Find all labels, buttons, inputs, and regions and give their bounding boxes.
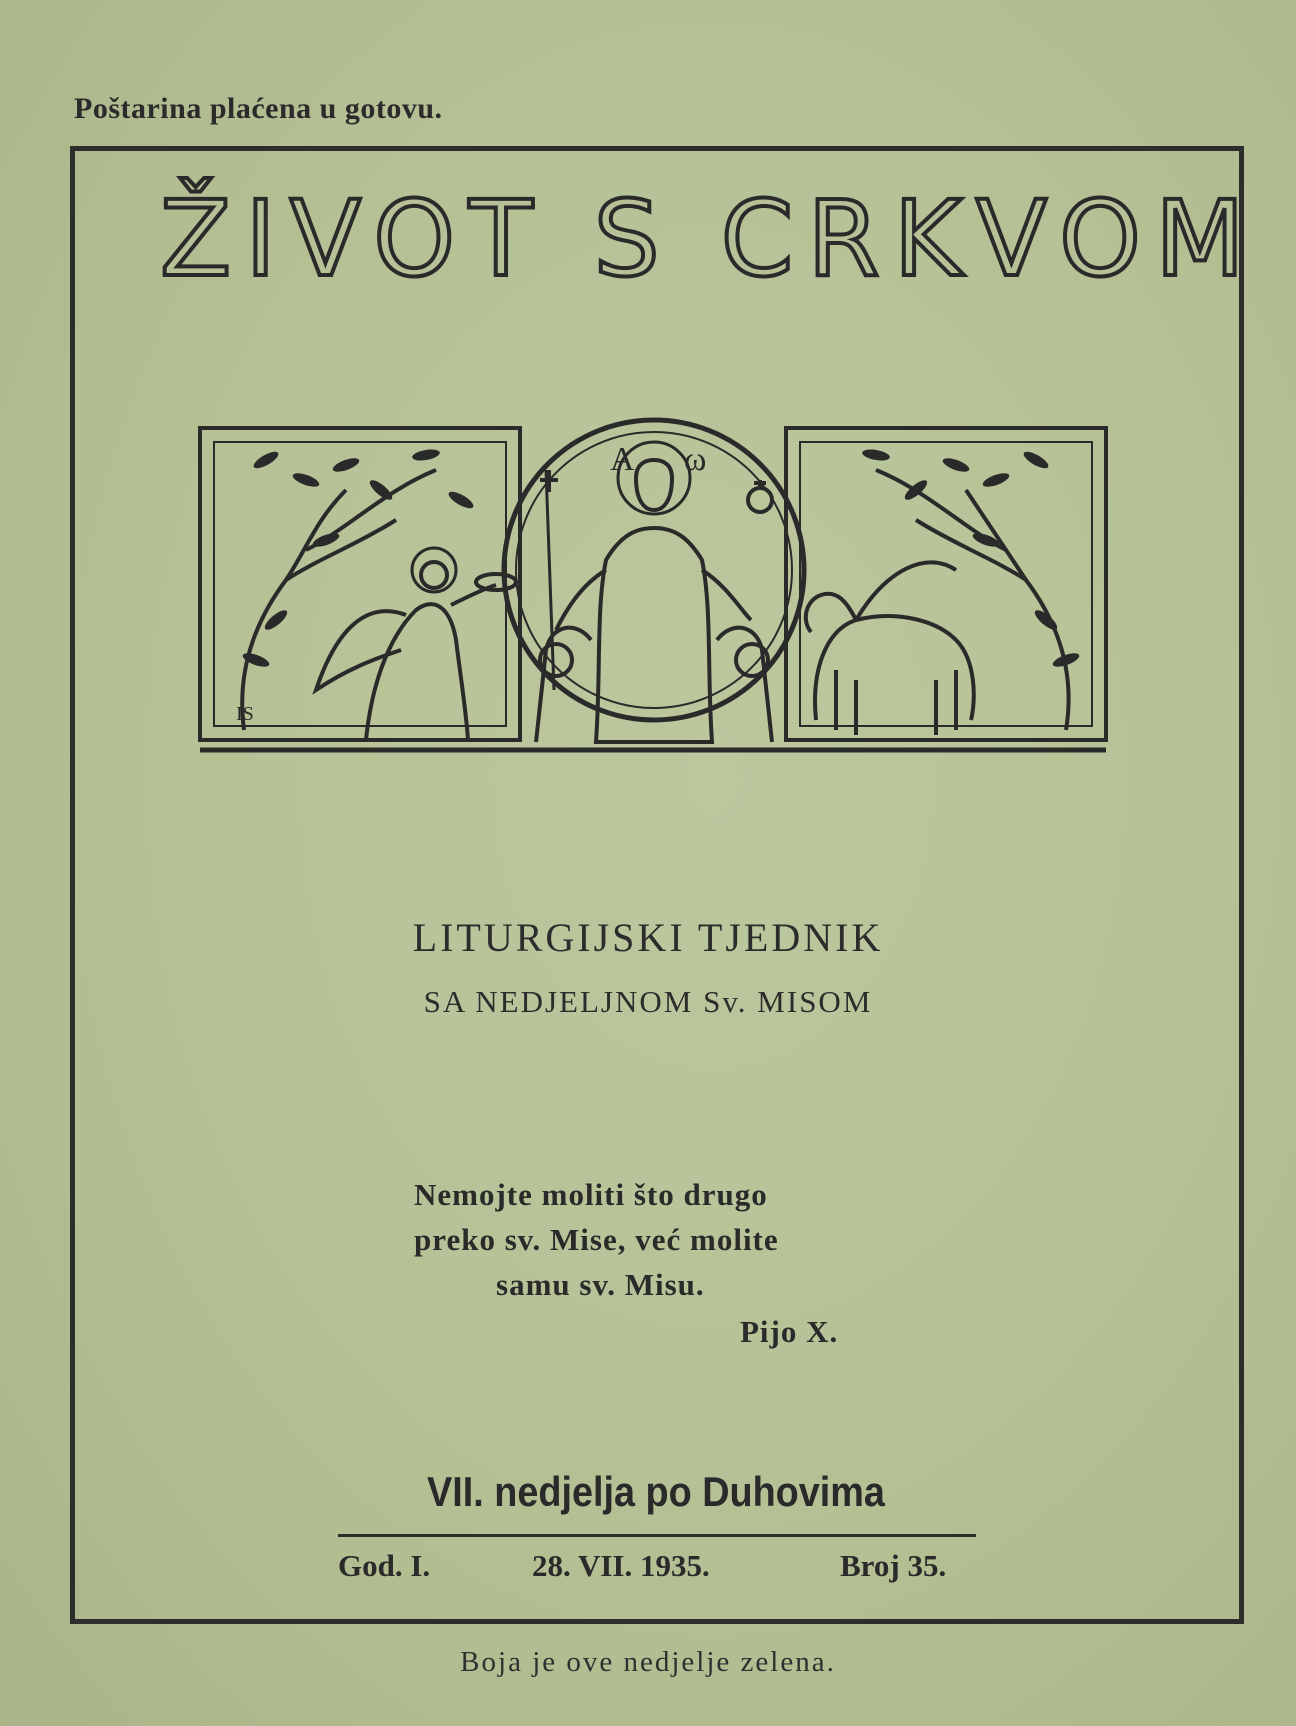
artist-monogram: IS xyxy=(236,703,254,725)
quote-block xyxy=(414,1172,934,1354)
subtitle-weekly: LITURGIJSKI TJEDNIK xyxy=(412,915,884,960)
cover-illustration xyxy=(196,370,1110,800)
postage-note: Poštarina plaćena u gotovu. xyxy=(74,92,443,125)
issue-date: 28. VII. 1935. xyxy=(532,1548,710,1583)
divider-rule xyxy=(338,1534,976,1537)
quote-author: Pijo X. xyxy=(740,1314,839,1349)
cover-frame xyxy=(70,146,1259,1624)
throne xyxy=(536,628,772,742)
alpha-letter: A xyxy=(610,441,635,478)
masthead-title: ŽIVOT S CRKVOM xyxy=(160,178,1259,300)
christ-robe xyxy=(596,528,712,742)
subtitle-mass: SA NEDJELJNOM Sv. MISOM xyxy=(423,984,873,1019)
issue-year: God. I. xyxy=(338,1548,431,1583)
quote-line-3: samu sv. Misu. xyxy=(496,1267,705,1302)
angel-wing xyxy=(316,611,406,690)
omega-letter: ω xyxy=(684,441,707,478)
angel-body xyxy=(366,604,468,740)
liturgical-color-note: Boja je ove nedjelje zelena. xyxy=(460,1646,836,1678)
quote-line-1: Nemojte moliti što drugo xyxy=(414,1177,768,1212)
sunday-heading: VII. nedjelja po Duhovima xyxy=(427,1468,885,1515)
angel-halo xyxy=(412,548,456,592)
issue-number: Broj 35. xyxy=(840,1548,947,1583)
lamb xyxy=(806,594,974,720)
left-panel xyxy=(200,428,520,740)
quote-line-2: preko sv. Mise, već molite xyxy=(414,1222,779,1257)
